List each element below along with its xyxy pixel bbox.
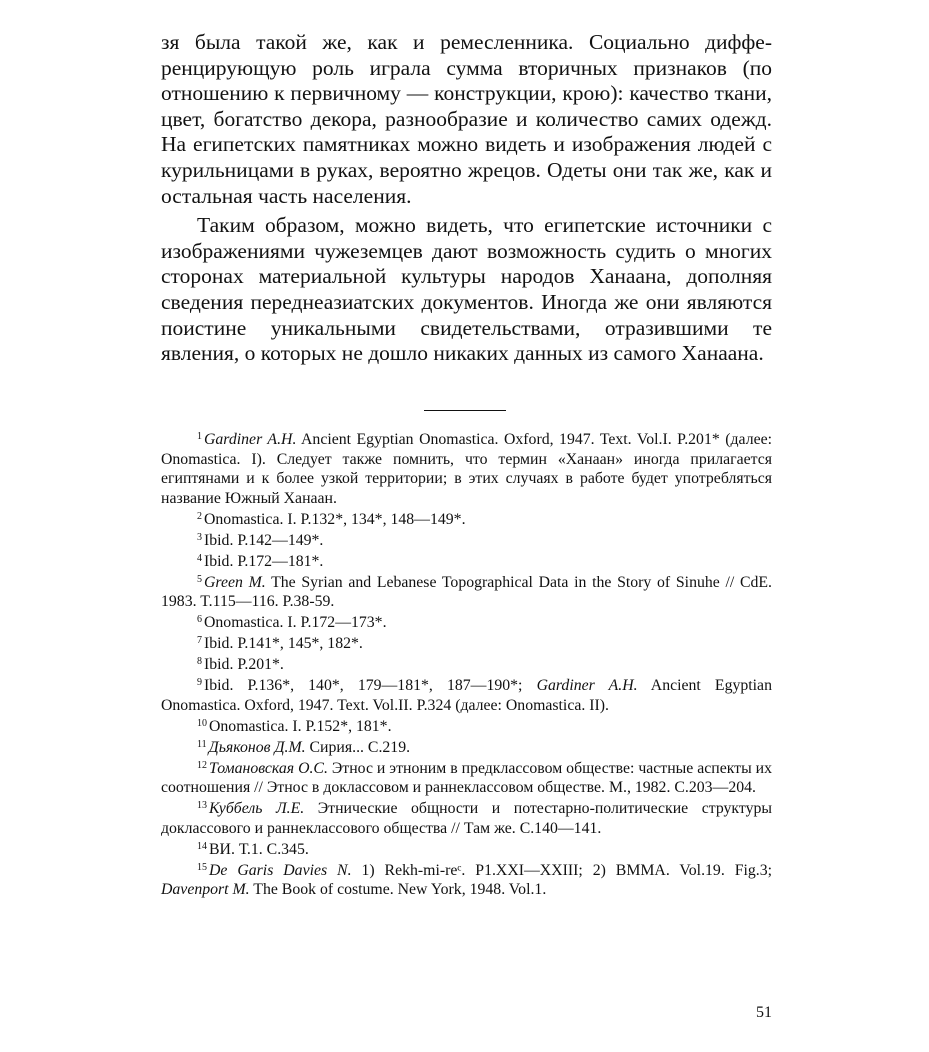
footnote-9: $^9$ Ibid. P.136*, 140*, 179—181*, 187—190*; Gardiner A.H. Ancient Egyptian Onomastica. Oxford, 1947. Text. Vol.II. P.324 (далее: Onomastica. II). (161, 677, 772, 714)
footnote-13: $^{13}$ Куббель Л.Е. Этнические общности и потестарно-политические структуры доклассового и раннеклассового общества // Там же. С.140—141. (161, 800, 772, 837)
footnotes (161, 430, 772, 901)
main-text (161, 30, 772, 367)
paragraph-2: Таким образом, можно видеть, что египетские источники с изображениями чужеземцев дают возможность судить о многих сторонах материальной культуры народов Ханаана, дополняя сведения переднеазиатских документов. Иногда же они являются поистине уникальными свидетельствами, отразившими те явления, о которых не дошло никаких данных из самого Ханаана. (161, 213, 772, 366)
footnote-8: $^8$ Ibid. P.201*. (197, 656, 284, 673)
footnote-5: $^5$ Green M. The Syrian and Lebanese Topographical Data in the Story of Sinuhe // CdE. 1983. T.115—116. P.38-59. (161, 573, 772, 610)
footnote-separator (424, 410, 506, 411)
footnote-4: $^4$ Ibid. P.172—181*. (197, 552, 324, 570)
page-number: 51 (756, 1004, 772, 1021)
footnote-10: $^{10}$ Onomastica. I. P.152*, 181*. (197, 717, 392, 735)
footnote-11: $^{11}$ Дьяконов Д.М. Сирия... С.219. (197, 738, 411, 756)
paragraph-1: зя была такой же, как и ремесленника. Социально дифференцирующую роль играла сумма вторичных признаков (по отношению к первичному — конструкции, крою): качество ткани, цвет, богатство декора, разнообразие и количество самих одежд. На египетских памятниках можно видеть и изображения людей с курильницами в руках, вероятно жрецов. Одеты они так же, как и остальная часть населения. (161, 30, 772, 208)
footnote-1: $^1$ Gardiner A.H. Ancient Egyptian Onomastica. Oxford, 1947. Text. Vol.I. P.201* (далее: Onomastica. I). Следует также помнить, что термин «Ханаан» иногда прилагается египтянами и к более узкой территории; в этих случаях в работе будет употребляться название Южный Ханаан. (161, 431, 772, 507)
footnote-3: $^3$ Ibid. P.142—149*. (197, 531, 324, 549)
footnote-2: $^2$ Onomastica. I. P.132*, 134*, 148—149*. (197, 510, 466, 528)
footnote-14: $^{14}$ ВИ. Т.1. С.345. (197, 840, 309, 858)
footnote-15: $^{15}$ De Garis Davies N. 1) Rekh-mi-reᶜ. P1.XXI—XXIII; 2) BMMA. Vol.19. Fig.3; Davenport M. The Book of costume. New York, 1948. Vol.1. (161, 861, 773, 898)
footnote-7: $^7$ Ibid. P.141*, 145*, 182*. (197, 635, 363, 652)
footnote-6: $^6$ Onomastica. I. P.172—173*. (197, 614, 387, 631)
footnote-12: $^{12}$ Томановская О.С. Этнос и этноним в предклассовом обществе: частные аспекты их соотношения // Этнос в доклассовом и раннеклассовом обществе. М., 1982. С.203—204. (161, 759, 772, 796)
